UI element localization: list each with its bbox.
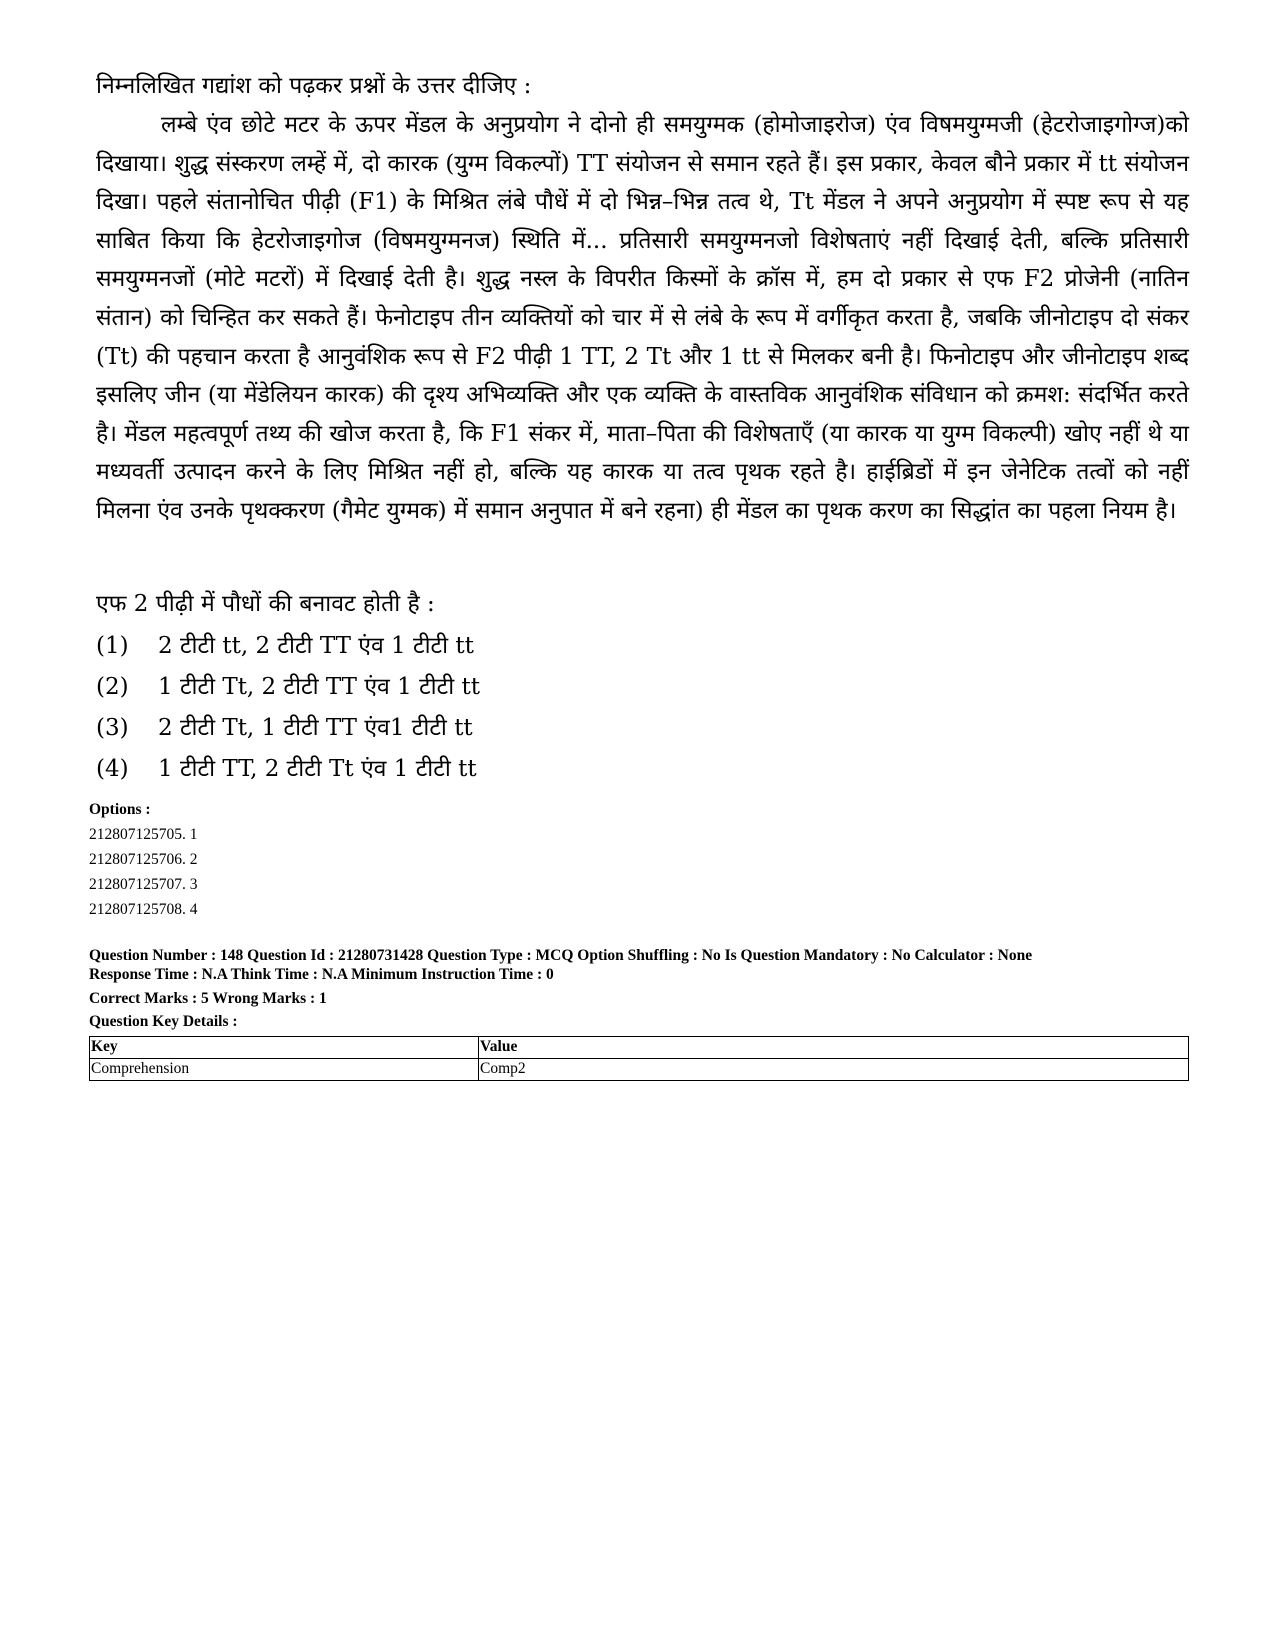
table-header-cell: Value xyxy=(479,1037,1189,1059)
option-number: (4) xyxy=(96,756,129,782)
option-id: 212807125707. 3 xyxy=(89,876,198,893)
option-number: (2) xyxy=(96,674,129,700)
option-id: 212807125708. 4 xyxy=(89,901,198,918)
option-id: 212807125706. 2 xyxy=(89,851,198,868)
table-cell: Comprehension xyxy=(90,1059,479,1081)
answer-option xyxy=(96,712,473,744)
passage-text: लम्बे एंव छोटे मटर के ऊपर मेंडल के अनुप्रयोग ने दोनो ही समयुग्मक (होमोजाइरोज) एंव विषमयुग्मजी (हेटरोजाइगोग्ज)को दिखाया। शुद्ध संस्करण लम्हें में, दो कारक (युग्म विकल्पों) TT संयोजन से समान रहते हैं। इस प्रकार, केवल बौने प्रकार में tt संयोजन दिखा। पहले संतानोचित पीढ़ी (F1) के मिश्रित लंबे पौधें में दो भिन्न–भिन्न तत्व थे, Tt मेंडल ने अपने अनुप्रयोग में स्पष्ट रूप से यह साबित किया कि हेटरोजाइगोज (विषमयुग्मनज) स्थिति में... प्रतिसारी समयुग्मनजो विशेषताएं नहीं दिखाई देती, बल्कि प्रतिसारी समयुग्मनजों (मोटे मटरों) में दिखाई देती है। शुद्ध नस्ल के विपरीत किस्मों के क्रॉस में, हम दो प्रकार से एफ F2 प्रोजेनी (नातिन संतान) को चिन्हित कर सकते हैं। फेनोटाइप तीन व्यक्तियों को चार में से लंबे के रूप में वर्गीकृत करता है, जबकि जीनोटाइप दो संकर (Tt) की पहचान करता है आनुवंशिक रूप से F2 पीढ़ी 1 TT, 2 Tt और 1 tt से मिलकर बनी है। फिनोटाइप और जीनोटाइप शब्द इसलिए जीन (या मेंडेलियन कारक) की दृश्य अभिव्यक्ति और एक व्यक्ति के वास्तविक आनुवंशिक संविधान को क्रमश: संदर्भित करते है। मेंडल महत्वपूर्ण तथ्य की खोज करता है, कि F1 संकर में, माता–पिता की विशेषताएँ (या कारक या युग्म विकल्पी) खोए नहीं थे या मध्यवर्ती उत्पादन करने के लिए मिश्रित नहीं हो, बल्कि यह कारक या तत्व पृथक रहते है। हाईब्रिडों में इन जेनेटिक तत्वों को नहीं मिलना एंव उनके पृथक्करण (गैमेट युग्मक) में समान अनुपात में बने रहना) ही मेंडल का पृथक करण का सिद्धांत का पहला नियम है। xyxy=(96,112,1190,524)
option-text: 2 टीटी Tt, 1 टीटी TT एंव1 टीटी tt xyxy=(158,715,473,741)
key-details-heading: Question Key Details : xyxy=(89,1013,238,1030)
option-text: 1 टीटी Tt, 2 टीटी TT एंव 1 टीटी tt xyxy=(158,674,480,700)
option-number: (1) xyxy=(96,633,129,659)
key-details-table xyxy=(89,1036,1189,1081)
question-timing-line: Response Time : N.A Think Time : N.A Minimum Instruction Time : 0 xyxy=(89,966,554,983)
question-text: एफ 2 पीढ़ी में पौधों की बनावट होती है : xyxy=(96,591,435,617)
option-text: 1 टीटी TT, 2 टीटी Tt एंव 1 टीटी tt xyxy=(158,756,477,782)
answer-option xyxy=(96,671,480,703)
table-cell: Comp2 xyxy=(479,1059,1189,1081)
option-id: 212807125705. 1 xyxy=(89,826,198,843)
marks-line: Correct Marks : 5 Wrong Marks : 1 xyxy=(89,990,327,1007)
instruction-text: निम्नलिखित गद्यांश को पढ़कर प्रश्नों के उत्तर दीजिए : xyxy=(96,73,532,99)
table-header-row xyxy=(90,1037,1189,1059)
options-heading: Options : xyxy=(89,801,151,818)
table-header-cell: Key xyxy=(90,1037,479,1059)
answer-option xyxy=(96,630,474,662)
option-number: (3) xyxy=(96,715,129,741)
table-row xyxy=(90,1059,1189,1081)
question-meta-line: Question Number : 148 Question Id : 21280731428 Question Type : MCQ Option Shuffling : No Is Question Mandatory : No Calculator : None xyxy=(89,947,1033,964)
option-text: 2 टीटी tt, 2 टीटी TT एंव 1 टीटी tt xyxy=(158,633,474,659)
answer-option xyxy=(96,753,477,785)
